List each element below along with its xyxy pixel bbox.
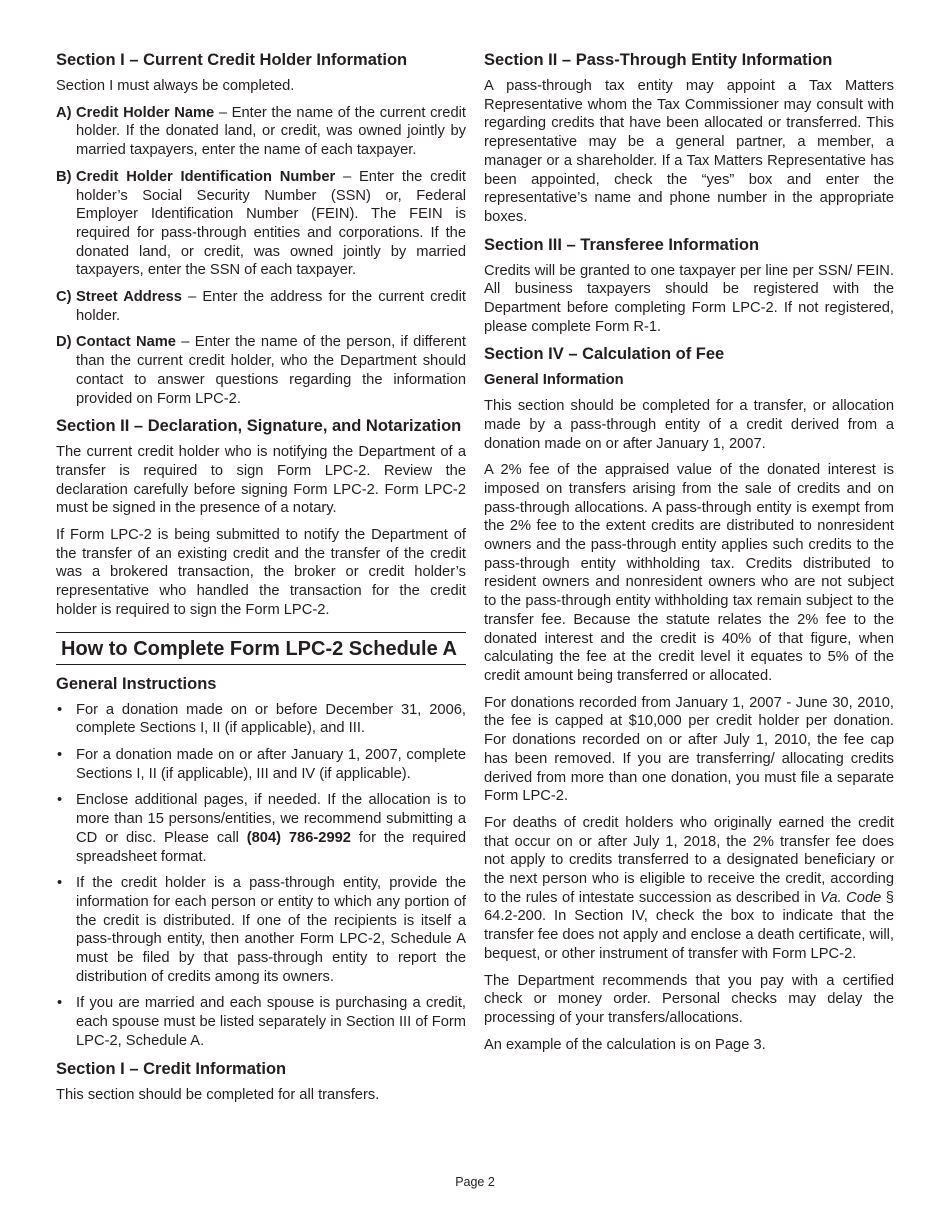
item-text: – Enter the name of the current credit holder. If the donated land, or credit, was owned jointly by married taxpayers, enter the name of each taxpayer. — [76, 104, 466, 159]
section-2-paragraph-2: If Form LPC-2 is being submitted to notify the Department of the transfer of an existing credit and the transfer of the credit was a brokered transaction, the broker or credit holder’s representative who handled the transaction for the credit holder is required to sign the Form LPC-2. — [56, 527, 466, 618]
fee-paragraph-4-end: § 64.2-200. In Section IV, check the box to indicate that the transfer fee does not apply and enclose a death certificate, will, bequest, or other instrument of transfer with Form LPC-2. — [484, 889, 894, 962]
section-1-intro: Section I must always be completed. — [56, 78, 295, 94]
item-term: Contact Name — [76, 334, 176, 351]
fee-paragraph-1: This section should be completed for a transfer, or allocation made by a pass-through entity of a credit derived from a donation made on or after January 1, 2007. — [484, 398, 894, 452]
bullet-text: Enclose additional pages, if needed. If the allocation is to more than 15 persons/entities, we recommend submitting a CD or disc. Please call — [76, 792, 466, 846]
item-label: C) — [56, 289, 72, 306]
bullet-icon: • — [57, 701, 63, 718]
phone-number: (804) 786-2992 — [246, 829, 351, 846]
section-2-declaration-title: Section II – Declaration, Signature, and Notarization — [56, 417, 462, 436]
list-item-c — [56, 288, 466, 325]
calculation-of-fee-title: Section IV – Calculation of Fee — [484, 345, 725, 364]
section-1-list — [56, 104, 466, 409]
list-item-b — [56, 168, 466, 280]
fee-paragraph-6: An example of the calculation is on Page 3. — [484, 1036, 766, 1053]
pass-through-paragraph: A pass-through tax entity may appoint a Tax Matters Representative whom the Tax Commissioner may consult with regarding credits that have been allocated or transferred. This representative may be a general partner, a member, a manager or a shareholder. If a Tax Matters Representative has been appointed, check the “yes” box and enter the representative’s name and phone number in the appropriate boxes. — [484, 78, 894, 225]
item-text: – Enter the address for the current credit holder. — [76, 289, 466, 324]
section-1-title: Section I – Current Credit Holder Information — [56, 51, 408, 69]
fee-paragraph-4-start: For deaths of credit holders who originally earned the credit that occur on or after July 1, 2018, the 2% transfer fee does not apply to credits transferred to a designated beneficiary or the next person who is eligible to receive the credit, according to the rules of intestate succession as described in — [484, 814, 894, 906]
bullet-item — [56, 791, 466, 866]
fee-paragraph-2: A 2% fee of the appraised value of the donated interest is imposed on transfers arising from the sale of credits and on pass-through allocations. A pass-through entity is exempt from the 2% fee to the extent credits are distributed to nonresident owners and the pass-through entity applies such credits to the pass-through entity withholding tax. Credits distributed to resident owners and nonresident owners who are not subject to the pass-through entity withholding tax remain subject to the transfer fee. Because the statute relates the 2% fee to the donated interest and the credit is 40% of that figure, when calculating the fee at the credit level it equates to 5% of the credit amount being transferred or allocated. — [484, 462, 894, 684]
fee-paragraph-5: The Department recommends that you pay with a certified check or money order. Personal checks may delay the processing of your transfers/allocations. — [484, 972, 894, 1026]
section-2-paragraph-1: The current credit holder who is notifying the Department of a transfer is required to sign Form LPC-2. Review the declaration carefully before signing Form LPC-2. Form LPC-2 must be signed in the presence of a notary. — [56, 444, 466, 517]
bullet-text: For a donation made on or after January 1, 2007, complete Sections I, II (if applicable), III and IV (if applicable). — [76, 746, 466, 782]
bullet-text: For a donation made on or before December 31, 2006, complete Sections I, II (if applicable), and III. — [76, 701, 466, 737]
bullet-icon: • — [57, 792, 63, 809]
left-column — [56, 50, 466, 1112]
bullet-text-end: for the required spreadsheet format. — [76, 829, 466, 865]
schedule-a-banner: How to Complete Form LPC-2 Schedule A — [56, 632, 466, 665]
page-number: Page 2 — [455, 1175, 495, 1189]
bullet-item — [56, 701, 466, 738]
general-instructions-list — [56, 701, 466, 1051]
item-label: A) — [56, 104, 72, 121]
item-text: – Enter the name of the person, if different than the current credit holder, who the Department should contact to answer questions regarding the information provided on Form LPC-2. — [76, 334, 466, 407]
credit-information-title: Section I – Credit Information — [56, 1059, 287, 1078]
bullet-item — [56, 994, 466, 1050]
pass-through-title: Section II – Pass-Through Entity Information — [484, 51, 833, 69]
credit-information-paragraph: This section should be completed for all transfers. — [56, 1086, 380, 1103]
item-text: – Enter the credit holder’s Social Security Number (SSN) or, Federal Employer Identification Number (FEIN). The FEIN is required for pass-through entities and corporations. If the donated land, or credit, was owned jointly by married taxpayers, enter the SSN of each taxpayer. — [76, 168, 466, 279]
bullet-text: If you are married and each spouse is purchasing a credit, each spouse must be listed separately in Section III of Form LPC-2, Schedule A. — [76, 995, 466, 1049]
bullet-icon: • — [57, 746, 63, 763]
list-item-a — [56, 104, 466, 160]
fee-paragraph-4 — [484, 814, 894, 964]
right-column — [484, 50, 894, 1062]
bullet-text: If the credit holder is a pass-through entity, provide the information for each person or entity to which any portion of the credit is distributed. If one of the recipients is itself a pass-through entity, then another Form LPC-2, Schedule A must be filed by that pass-through entity to report the distribution of credits among its owners. — [76, 875, 466, 985]
bullet-item — [56, 746, 466, 783]
item-label: D) — [56, 334, 72, 351]
bullet-item — [56, 874, 466, 986]
list-item-d — [56, 333, 466, 408]
item-term: Credit Holder Name — [76, 104, 215, 121]
fee-paragraph-3: For donations recorded from January 1, 2007 - June 30, 2010, the fee is capped at $10,000 per credit holder per donation. For donations recorded on or after July 1, 2010, the fee cap has been removed. If you are transferring/ allocating credits derived from more than one donation, you must file a separate Form LPC-2. — [484, 694, 894, 805]
transferee-title: Section III – Transferee Information — [484, 235, 760, 254]
item-term: Street Address — [76, 289, 182, 306]
item-label: B) — [56, 168, 72, 185]
va-code-citation: Va. Code — [820, 889, 882, 906]
item-term: Credit Holder Identification Number — [76, 168, 336, 185]
bullet-icon: • — [57, 875, 63, 892]
transferee-paragraph: Credits will be granted to one taxpayer per line per SSN/ FEIN. All business taxpayers should be registered with the Department before completing Form LPC-2. If not registered, please complete Form R-1. — [484, 262, 894, 335]
general-instructions-title: General Instructions — [56, 674, 217, 693]
general-information-subtitle: General Information — [484, 372, 624, 389]
bullet-icon: • — [57, 995, 63, 1012]
